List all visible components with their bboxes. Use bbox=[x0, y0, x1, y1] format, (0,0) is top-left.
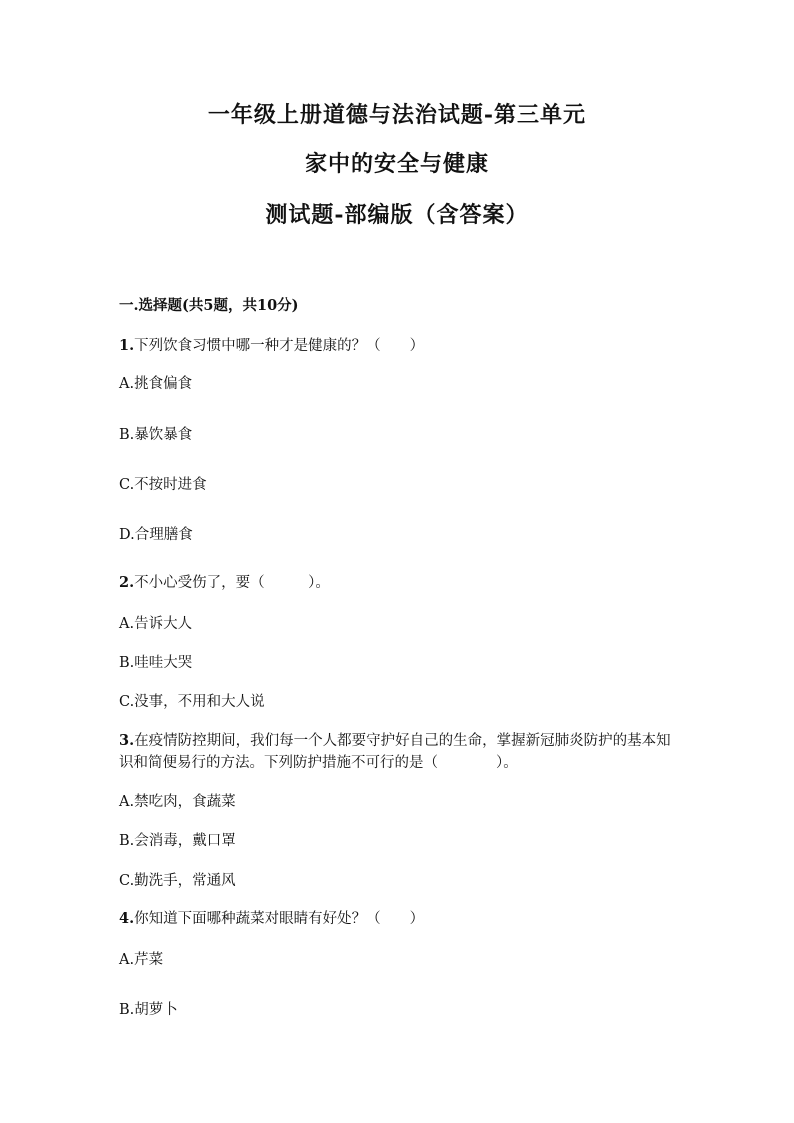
q3-option-c: C.勤洗手，常通风 bbox=[119, 873, 236, 889]
q1-option-c: C.不按时进食 bbox=[119, 477, 207, 493]
question-text: 不小心受伤了，要（ ）。 bbox=[134, 575, 330, 591]
question-1 bbox=[119, 336, 424, 356]
q2-option-b: B.哇哇大哭 bbox=[119, 655, 193, 671]
question-4 bbox=[119, 909, 424, 929]
question-number: 1. bbox=[119, 337, 135, 354]
section-heading: 一.选择题(共5题，共10分) bbox=[119, 297, 299, 314]
title-line-3: 测试题-部编版（含答案） bbox=[265, 202, 529, 228]
question-2 bbox=[119, 573, 330, 593]
question-text: 下列饮食习惯中哪一种才是健康的？（ ） bbox=[134, 338, 425, 354]
question-number: 4. bbox=[119, 910, 135, 927]
question-text: 你知道下面哪种蔬菜对眼睛有好处？（ ） bbox=[134, 911, 425, 927]
q2-option-c: C.没事，不用和大人说 bbox=[119, 694, 265, 710]
question-number: 2. bbox=[119, 574, 135, 591]
q1-option-b: B.暴饮暴食 bbox=[119, 427, 193, 443]
question-text: 在疫情防控期间，我们每一个人都要守护好自己的生命，掌握新冠肺炎防护的基本知识和简便易行的方法。下列防护措施不可行的是（ ）。 bbox=[119, 733, 671, 771]
question-number: 3. bbox=[119, 732, 135, 749]
q3-option-b: B.会消毒，戴口罩 bbox=[119, 833, 236, 849]
q4-option-a: A.芹菜 bbox=[119, 952, 164, 968]
q3-option-a: A.禁吃肉，食蔬菜 bbox=[119, 794, 236, 810]
title-line-2: 家中的安全与健康 bbox=[304, 151, 489, 177]
q1-option-a: A.挑食偏食 bbox=[119, 376, 193, 392]
question-3 bbox=[119, 730, 679, 774]
q2-option-a: A.告诉大人 bbox=[119, 616, 193, 632]
q4-option-b: B.胡萝卜 bbox=[119, 1002, 178, 1018]
title-line-1: 一年级上册道德与法治试题-第三单元 bbox=[207, 102, 587, 128]
q1-option-d: D.合理膳食 bbox=[119, 527, 193, 543]
